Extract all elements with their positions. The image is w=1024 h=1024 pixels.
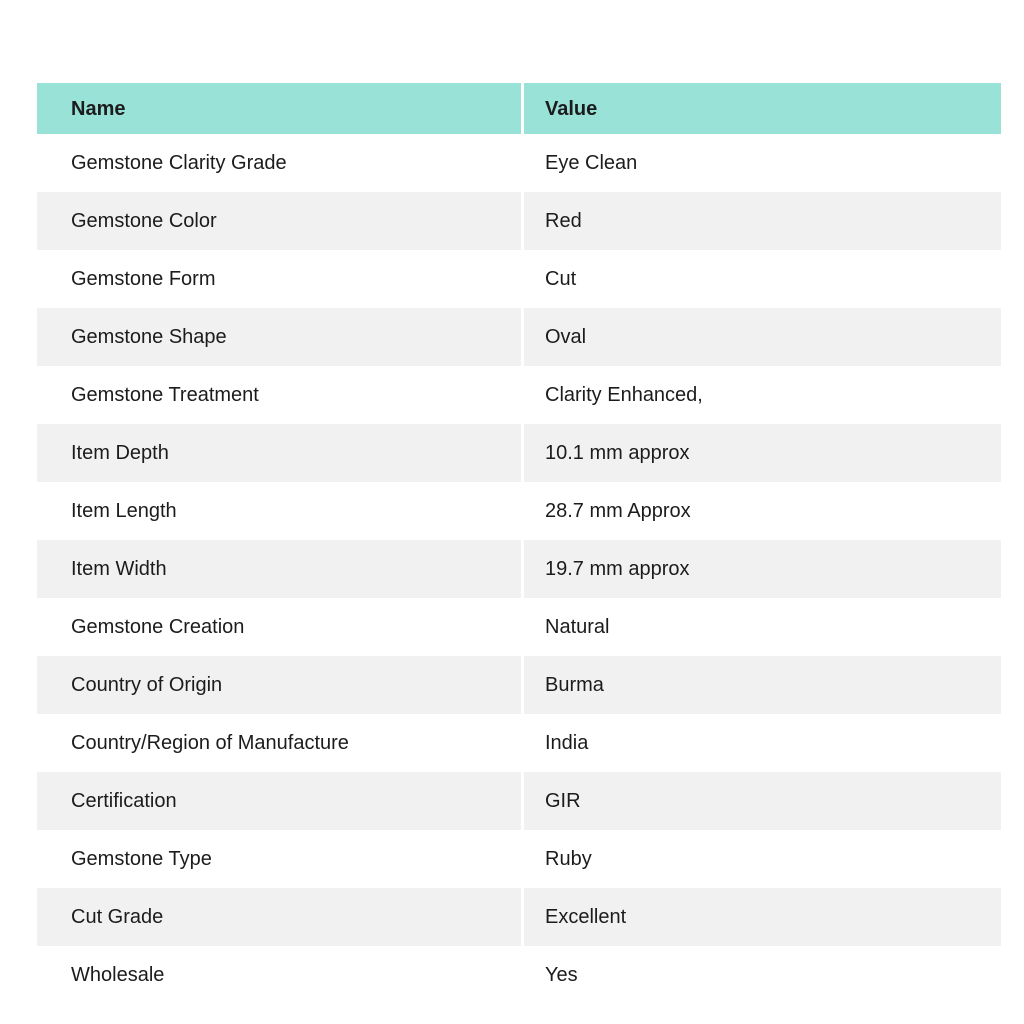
item-specifics-table	[37, 83, 1001, 1004]
row-value-cell: Natural	[524, 598, 1001, 656]
row-value-cell: Excellent	[524, 888, 1001, 946]
row-name-cell: Country/Region of Manufacture	[37, 714, 521, 772]
table-row	[37, 482, 1001, 540]
row-name-cell: Gemstone Treatment	[37, 366, 521, 424]
table-row	[37, 250, 1001, 308]
table-row	[37, 656, 1001, 714]
row-name-cell: Item Depth	[37, 424, 521, 482]
table-row	[37, 192, 1001, 250]
table-row	[37, 540, 1001, 598]
row-name-cell: Certification	[37, 772, 521, 830]
table-row	[37, 598, 1001, 656]
row-value-cell: Burma	[524, 656, 1001, 714]
table-body	[37, 134, 1001, 1004]
row-value-cell: 10.1 mm approx	[524, 424, 1001, 482]
row-value-cell: Yes	[524, 946, 1001, 1004]
row-name-cell: Gemstone Shape	[37, 308, 521, 366]
row-name-cell: Gemstone Form	[37, 250, 521, 308]
row-value-cell: Red	[524, 192, 1001, 250]
table-row	[37, 772, 1001, 830]
table-header-row	[37, 83, 1001, 134]
table-row	[37, 134, 1001, 192]
row-value-cell: GIR	[524, 772, 1001, 830]
row-name-cell: Gemstone Creation	[37, 598, 521, 656]
row-name-cell: Gemstone Color	[37, 192, 521, 250]
row-name-cell: Gemstone Type	[37, 830, 521, 888]
row-name-cell: Item Length	[37, 482, 521, 540]
row-name-cell: Wholesale	[37, 946, 521, 1004]
column-header-name: Name	[37, 83, 521, 134]
row-name-cell: Gemstone Clarity Grade	[37, 134, 521, 192]
table-row	[37, 714, 1001, 772]
row-value-cell: Eye Clean	[524, 134, 1001, 192]
column-header-value: Value	[524, 83, 1001, 134]
table-row	[37, 830, 1001, 888]
row-name-cell: Item Width	[37, 540, 521, 598]
table-row	[37, 308, 1001, 366]
row-value-cell: Cut	[524, 250, 1001, 308]
table-row	[37, 888, 1001, 946]
table-row	[37, 424, 1001, 482]
row-name-cell: Cut Grade	[37, 888, 521, 946]
row-value-cell: 28.7 mm Approx	[524, 482, 1001, 540]
row-name-cell: Country of Origin	[37, 656, 521, 714]
row-value-cell: Clarity Enhanced,	[524, 366, 1001, 424]
row-value-cell: India	[524, 714, 1001, 772]
table-row	[37, 366, 1001, 424]
row-value-cell: Ruby	[524, 830, 1001, 888]
row-value-cell: 19.7 mm approx	[524, 540, 1001, 598]
table-row	[37, 946, 1001, 1004]
row-value-cell: Oval	[524, 308, 1001, 366]
